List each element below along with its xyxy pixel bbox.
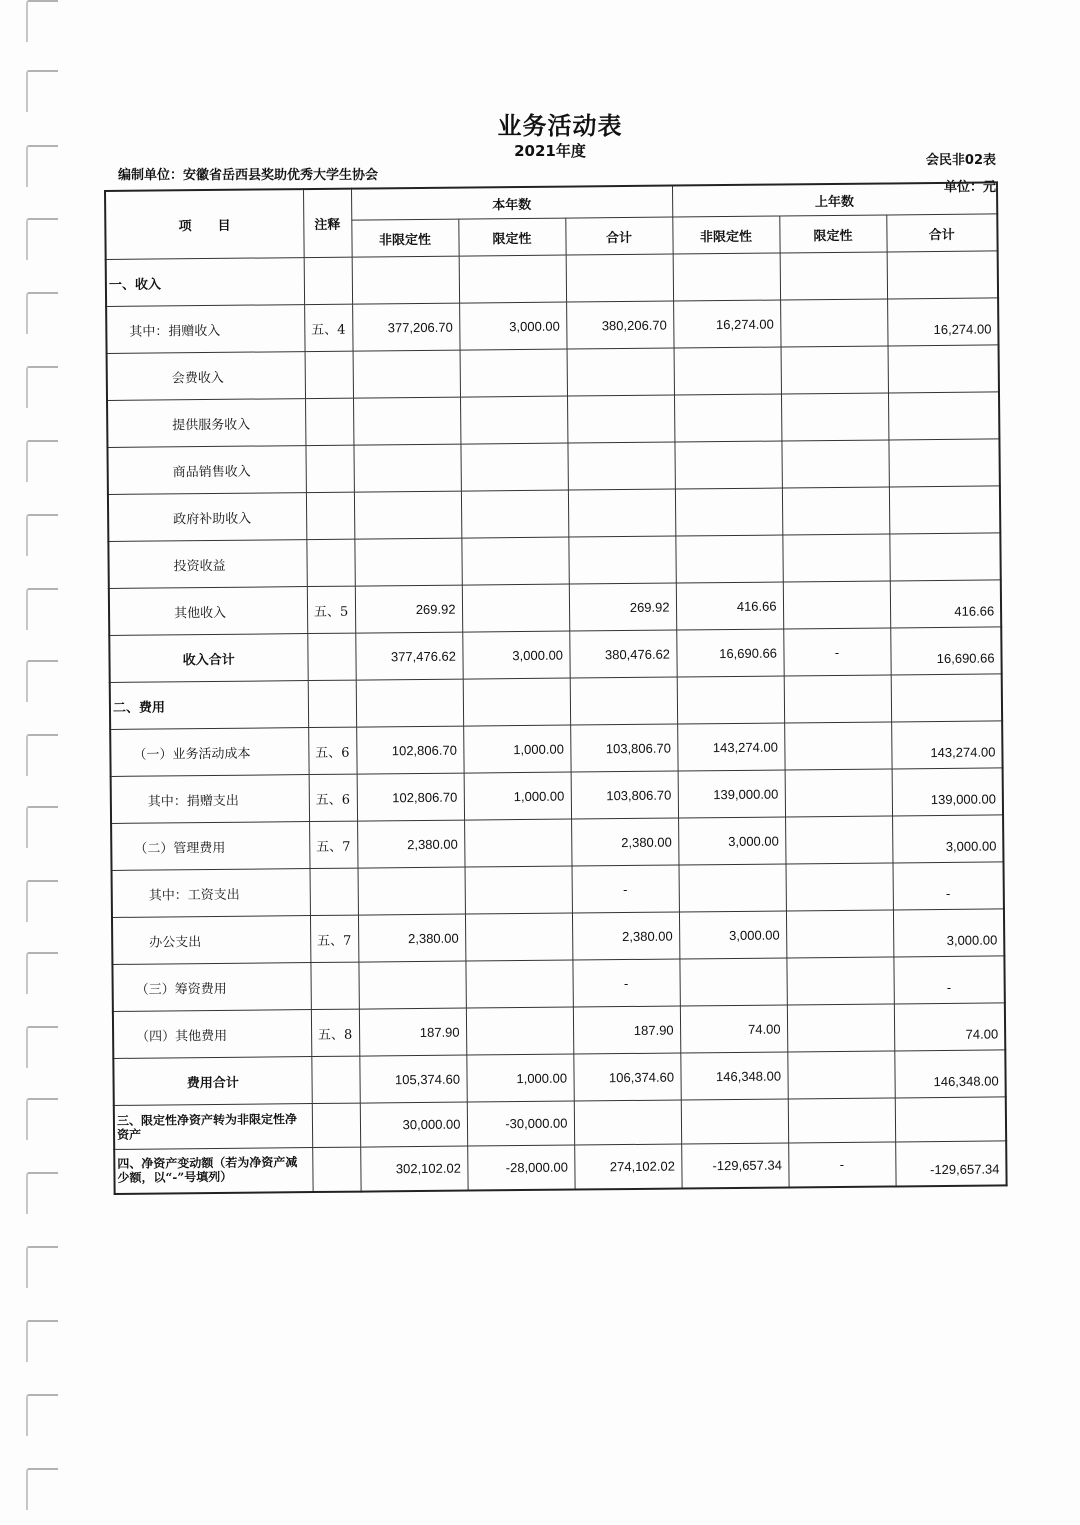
prior-unrestricted-cell bbox=[679, 958, 786, 1006]
current-restricted-cell bbox=[459, 255, 566, 303]
current-restricted-cell: -30,000.00 bbox=[467, 1101, 574, 1146]
current-unrestricted-cell bbox=[358, 961, 465, 1009]
row-note bbox=[308, 680, 356, 727]
current-restricted-cell: 3,000.00 bbox=[459, 302, 566, 350]
current-unrestricted-cell bbox=[354, 538, 461, 586]
prior-unrestricted-cell bbox=[675, 488, 782, 536]
table-row bbox=[109, 580, 1001, 636]
prior-unrestricted-cell: 139,000.00 bbox=[678, 770, 785, 818]
current-total-cell: 274,102.02 bbox=[574, 1144, 681, 1189]
prior-unrestricted-cell: 3,000.00 bbox=[678, 817, 785, 865]
row-note: 五、7 bbox=[309, 821, 357, 868]
document-period: 2021年度 bbox=[514, 142, 586, 160]
prior-restricted-cell bbox=[784, 675, 891, 723]
current-total-cell bbox=[567, 442, 674, 490]
current-total-cell: - bbox=[572, 865, 679, 913]
header-item: 项 目 bbox=[105, 189, 304, 259]
binding-hole-mark bbox=[26, 440, 58, 482]
preparing-organization: 编制单位：安徽省岳西县奖助优秀大学生协会 bbox=[118, 168, 379, 183]
table-row bbox=[110, 721, 1002, 777]
current-total-cell bbox=[566, 254, 673, 302]
current-restricted-cell bbox=[461, 490, 568, 538]
current-unrestricted-cell bbox=[356, 679, 463, 727]
binding-hole-mark bbox=[26, 1172, 58, 1214]
current-unrestricted-cell: 187.90 bbox=[359, 1008, 466, 1056]
table-row bbox=[112, 909, 1004, 965]
row-label: 二、费用 bbox=[110, 681, 308, 730]
current-total-cell: 2,380.00 bbox=[572, 912, 679, 960]
binding-hole-mark bbox=[26, 0, 58, 42]
row-note bbox=[312, 1147, 360, 1191]
current-unrestricted-cell: 302,102.02 bbox=[360, 1146, 467, 1191]
row-note bbox=[304, 257, 352, 304]
prior-restricted-cell bbox=[786, 957, 893, 1005]
table-row bbox=[114, 1141, 1006, 1194]
table-row bbox=[111, 815, 1003, 871]
prior-total-cell bbox=[887, 251, 998, 299]
prior-restricted-cell bbox=[780, 299, 887, 347]
row-note bbox=[311, 1056, 359, 1103]
row-note: 五、4 bbox=[304, 304, 352, 351]
row-note bbox=[305, 351, 353, 398]
current-total-cell bbox=[568, 489, 675, 537]
binding-hole-mark bbox=[26, 366, 58, 408]
current-unrestricted-cell bbox=[353, 350, 460, 398]
current-total-cell bbox=[567, 348, 674, 396]
prior-unrestricted-cell: 16,274.00 bbox=[673, 300, 780, 348]
row-label: 会费收入 bbox=[107, 352, 305, 401]
binding-hole-mark bbox=[26, 952, 58, 994]
binding-hole-mark bbox=[26, 514, 58, 556]
current-restricted-cell: -28,000.00 bbox=[467, 1145, 574, 1190]
current-total-cell bbox=[570, 677, 677, 725]
prior-unrestricted-cell bbox=[674, 441, 781, 489]
row-note bbox=[306, 539, 354, 586]
prior-total-cell bbox=[895, 1097, 1006, 1142]
document-title: 业务活动表 bbox=[497, 111, 623, 140]
prior-restricted-cell bbox=[786, 910, 893, 958]
prior-total-cell bbox=[888, 392, 999, 440]
binding-hole-mark bbox=[26, 660, 58, 702]
current-total-cell: 269.92 bbox=[569, 583, 676, 631]
header-prior-unrestricted: 非限定性 bbox=[672, 216, 779, 254]
current-total-cell bbox=[567, 395, 674, 443]
binding-hole-mark bbox=[26, 734, 58, 776]
current-unrestricted-cell: 269.92 bbox=[355, 585, 462, 633]
prior-restricted-cell bbox=[785, 816, 892, 864]
current-restricted-cell: 1,000.00 bbox=[466, 1054, 573, 1102]
current-restricted-cell bbox=[464, 819, 571, 867]
prior-total-cell: 16,274.00 bbox=[887, 298, 998, 346]
prior-total-cell bbox=[889, 533, 1000, 581]
row-note bbox=[307, 633, 355, 680]
row-label: 提供服务收入 bbox=[107, 399, 305, 448]
prior-unrestricted-cell: 16,690.66 bbox=[676, 629, 783, 677]
prior-total-cell: 3,000.00 bbox=[892, 815, 1003, 863]
prior-restricted-cell bbox=[785, 769, 892, 817]
prior-unrestricted-cell bbox=[675, 535, 782, 583]
table-row bbox=[106, 251, 998, 307]
prior-restricted-cell bbox=[781, 440, 888, 488]
prior-unrestricted-cell: 3,000.00 bbox=[679, 911, 786, 959]
row-label: 费用合计 bbox=[113, 1057, 311, 1106]
row-note bbox=[310, 962, 358, 1009]
prior-unrestricted-cell bbox=[674, 394, 781, 442]
table-row bbox=[111, 768, 1003, 824]
prior-restricted-cell bbox=[786, 863, 893, 911]
table-row bbox=[112, 862, 1004, 918]
current-restricted-cell bbox=[460, 443, 567, 491]
current-unrestricted-cell bbox=[353, 397, 460, 445]
current-unrestricted-cell: 105,374.60 bbox=[359, 1055, 466, 1103]
row-note: 五、8 bbox=[311, 1009, 359, 1056]
prior-restricted-cell bbox=[782, 487, 889, 535]
row-label: 四、净资产变动额（若为净资产减少额，以“-”号填列） bbox=[114, 1148, 312, 1194]
row-label: 商品销售收入 bbox=[107, 446, 305, 495]
prior-restricted-cell: - bbox=[788, 1142, 895, 1187]
binding-hole-mark bbox=[26, 1026, 58, 1068]
prior-unrestricted-cell: -129,657.34 bbox=[681, 1143, 788, 1188]
binding-hole-mark bbox=[26, 806, 58, 848]
current-restricted-cell: 1,000.00 bbox=[463, 725, 570, 773]
activity-statement-table bbox=[104, 181, 1008, 1194]
prior-restricted-cell bbox=[783, 581, 890, 629]
binding-hole-mark bbox=[26, 1468, 58, 1510]
current-restricted-cell: 1,000.00 bbox=[464, 772, 571, 820]
current-restricted-cell bbox=[466, 1007, 573, 1055]
header-prior-year: 上年数 bbox=[672, 182, 997, 217]
current-total-cell bbox=[568, 536, 675, 584]
current-unrestricted-cell bbox=[353, 444, 460, 492]
current-restricted-cell bbox=[465, 866, 572, 914]
current-restricted-cell: 3,000.00 bbox=[462, 631, 569, 679]
row-label: 一、收入 bbox=[106, 258, 304, 307]
prior-total-cell: 143,274.00 bbox=[891, 721, 1002, 769]
row-label: （二）管理费用 bbox=[111, 822, 309, 871]
header-note: 注释 bbox=[303, 189, 352, 258]
row-label: 政府补助收入 bbox=[108, 493, 306, 542]
row-note: 五、6 bbox=[309, 774, 357, 821]
table-row bbox=[109, 627, 1001, 683]
prior-restricted-cell bbox=[782, 534, 889, 582]
prior-total-cell bbox=[888, 439, 999, 487]
header-current-year: 本年数 bbox=[351, 186, 672, 221]
currency-unit: 单位：元 bbox=[943, 180, 996, 195]
current-unrestricted-cell: 377,476.62 bbox=[355, 632, 462, 680]
current-total-cell: 187.90 bbox=[573, 1006, 680, 1054]
prior-unrestricted-cell: 74.00 bbox=[680, 1005, 787, 1053]
binding-holes bbox=[26, 0, 66, 1525]
prior-total-cell: -129,657.34 bbox=[895, 1141, 1006, 1186]
current-unrestricted-cell: 2,380.00 bbox=[357, 820, 464, 868]
table-row bbox=[113, 1050, 1005, 1106]
binding-hole-mark bbox=[26, 588, 58, 630]
current-unrestricted-cell bbox=[358, 867, 465, 915]
row-label: 其中：捐赠收入 bbox=[106, 305, 304, 354]
prior-total-cell: 146,348.00 bbox=[894, 1050, 1005, 1098]
current-restricted-cell bbox=[463, 678, 570, 726]
binding-hole-mark bbox=[26, 1394, 58, 1436]
row-note: 五、5 bbox=[307, 586, 355, 633]
prior-total-cell: 139,000.00 bbox=[892, 768, 1003, 816]
prior-unrestricted-cell: 143,274.00 bbox=[677, 723, 784, 771]
prior-restricted-cell bbox=[780, 252, 887, 300]
prior-total-cell bbox=[889, 486, 1000, 534]
row-label: 其中：捐赠支出 bbox=[111, 775, 309, 824]
row-note bbox=[312, 1103, 360, 1147]
current-total-cell: 103,806.70 bbox=[571, 771, 678, 819]
table-row bbox=[112, 956, 1004, 1012]
row-note bbox=[310, 868, 358, 915]
prior-restricted-cell bbox=[787, 1004, 894, 1052]
row-note bbox=[305, 398, 353, 445]
prior-total-cell: 74.00 bbox=[894, 1003, 1005, 1051]
prior-unrestricted-cell bbox=[674, 347, 781, 395]
prior-restricted-cell bbox=[784, 722, 891, 770]
current-restricted-cell bbox=[465, 913, 572, 961]
header-current-total: 合计 bbox=[565, 217, 672, 255]
table-body bbox=[106, 251, 1007, 1194]
current-unrestricted-cell: 30,000.00 bbox=[360, 1102, 467, 1147]
current-unrestricted-cell: 102,806.70 bbox=[356, 726, 463, 774]
prior-restricted-cell bbox=[781, 393, 888, 441]
row-note: 五、7 bbox=[310, 915, 358, 962]
current-total-cell: 2,380.00 bbox=[571, 818, 678, 866]
row-note: 五、6 bbox=[308, 727, 356, 774]
prior-unrestricted-cell bbox=[673, 253, 780, 301]
row-label: 收入合计 bbox=[109, 634, 307, 683]
prior-unrestricted-cell: 416.66 bbox=[676, 582, 783, 630]
prior-total-cell bbox=[888, 345, 999, 393]
prior-unrestricted-cell: 146,348.00 bbox=[680, 1052, 787, 1100]
prior-total-cell bbox=[891, 674, 1002, 722]
current-restricted-cell bbox=[461, 537, 568, 585]
current-restricted-cell bbox=[462, 584, 569, 632]
prior-unrestricted-cell bbox=[679, 864, 786, 912]
current-restricted-cell bbox=[465, 960, 572, 1008]
binding-hole-mark bbox=[26, 1320, 58, 1362]
prior-total-cell: 3,000.00 bbox=[893, 909, 1004, 957]
table-row bbox=[106, 298, 998, 354]
prior-total-cell: 416.66 bbox=[890, 580, 1001, 628]
row-label: （三）筹资费用 bbox=[112, 963, 310, 1012]
current-restricted-cell bbox=[460, 396, 567, 444]
current-total-cell: 103,806.70 bbox=[570, 724, 677, 772]
current-total-cell bbox=[574, 1100, 681, 1145]
header-prior-restricted: 限定性 bbox=[779, 215, 886, 253]
header-prior-total: 合计 bbox=[886, 214, 997, 252]
current-total-cell: 106,374.60 bbox=[573, 1053, 680, 1101]
current-total-cell: 380,206.70 bbox=[566, 301, 673, 349]
table-row bbox=[108, 486, 1000, 542]
current-total-cell: - bbox=[572, 959, 679, 1007]
prior-unrestricted-cell bbox=[677, 676, 784, 724]
current-unrestricted-cell: 102,806.70 bbox=[357, 773, 464, 821]
prior-restricted-cell bbox=[781, 346, 888, 394]
prior-unrestricted-cell bbox=[681, 1099, 788, 1144]
prior-restricted-cell: - bbox=[783, 628, 890, 676]
current-restricted-cell bbox=[460, 349, 567, 397]
row-label: 其中：工资支出 bbox=[112, 869, 310, 918]
binding-hole-mark bbox=[26, 218, 58, 260]
table-row bbox=[108, 533, 1000, 589]
binding-hole-mark bbox=[26, 880, 58, 922]
table-row bbox=[107, 439, 999, 495]
form-code: 会民非02表 bbox=[925, 153, 996, 168]
row-label: （四）其他费用 bbox=[113, 1010, 311, 1059]
row-label: 投资收益 bbox=[108, 540, 306, 589]
header-current-restricted: 限定性 bbox=[458, 218, 565, 256]
current-unrestricted-cell: 2,380.00 bbox=[358, 914, 465, 962]
prior-total-cell: - bbox=[893, 862, 1004, 910]
row-note bbox=[306, 492, 354, 539]
current-unrestricted-cell bbox=[354, 491, 461, 539]
table-row bbox=[107, 392, 999, 448]
current-unrestricted-cell bbox=[352, 256, 459, 304]
table-row bbox=[113, 1003, 1005, 1059]
binding-hole-mark bbox=[26, 292, 58, 334]
row-label: （一）业务活动成本 bbox=[110, 728, 308, 777]
row-label: 三、限定性净资产转为非限定性净资产 bbox=[114, 1104, 312, 1150]
prior-restricted-cell bbox=[788, 1098, 895, 1143]
table-row bbox=[107, 345, 999, 401]
row-label: 办公支出 bbox=[112, 916, 310, 965]
prior-total-cell: - bbox=[893, 956, 1004, 1004]
table-row bbox=[110, 674, 1002, 730]
row-note bbox=[305, 445, 353, 492]
current-total-cell: 380,476.62 bbox=[569, 630, 676, 678]
current-unrestricted-cell: 377,206.70 bbox=[352, 303, 459, 351]
prior-total-cell: 16,690.66 bbox=[890, 627, 1001, 675]
prior-restricted-cell bbox=[787, 1051, 894, 1099]
binding-hole-mark bbox=[26, 1246, 58, 1288]
row-label: 其他收入 bbox=[109, 587, 307, 636]
header-current-unrestricted: 非限定性 bbox=[351, 219, 458, 257]
binding-hole-mark bbox=[26, 1098, 58, 1140]
